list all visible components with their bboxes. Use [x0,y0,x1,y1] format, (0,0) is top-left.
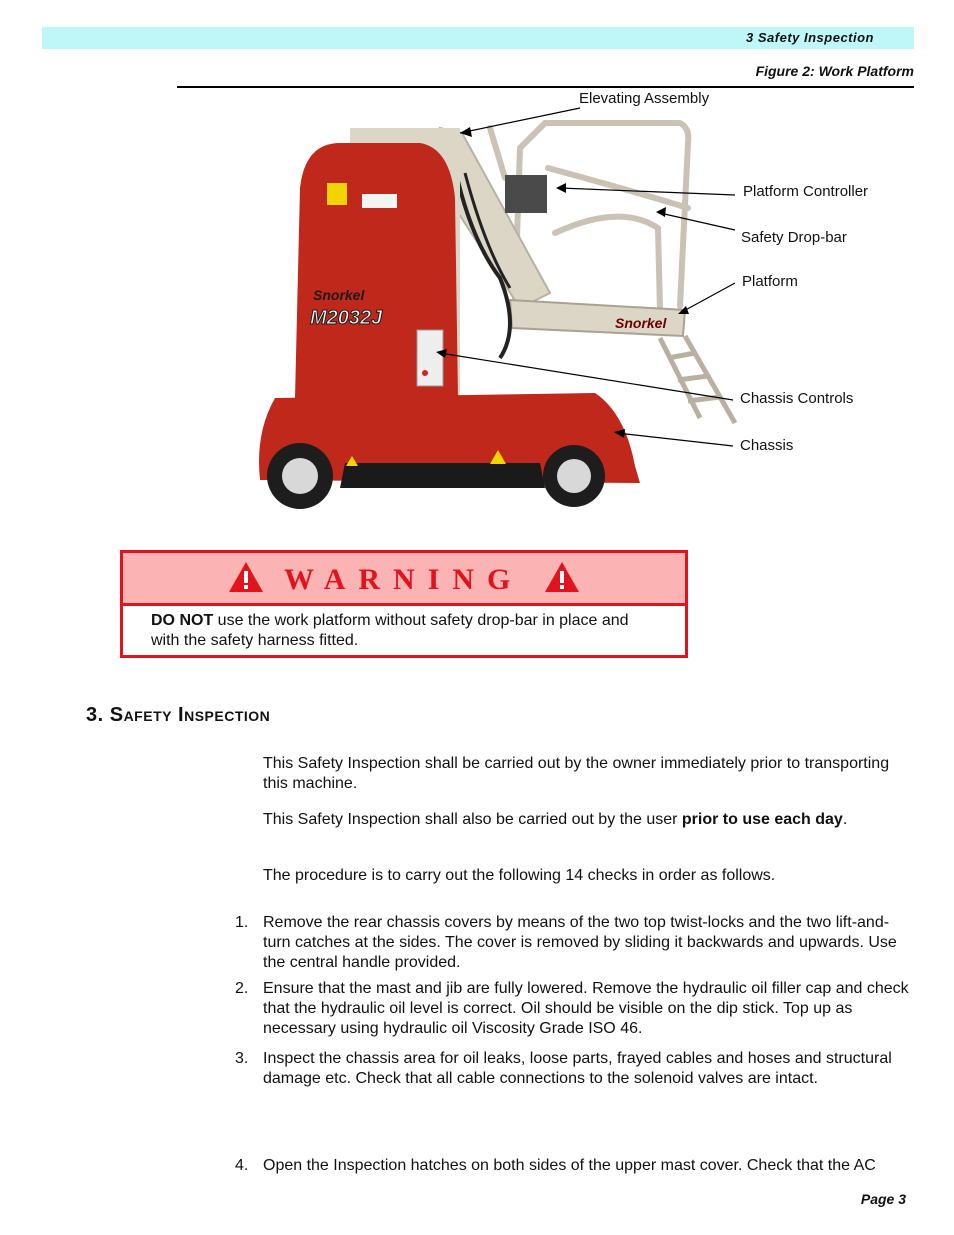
brand-logo: Snorkel [313,287,365,303]
callout-platform-controller: Platform Controller [743,183,869,200]
warning-title-row [123,561,685,597]
list-item-number: 4. [235,1157,249,1174]
list-item-number: 2. [235,980,249,997]
list-item-text: Remove the rear chassis covers by means of the two top twist-locks and the two lift-and-turn catches at the sides. The cover is removed by sliding it backwards and upwards. Use the central handle provided. [263,914,897,971]
work-platform-figure [0,88,954,528]
ladder [660,336,735,423]
warning-triangle-icon [228,561,264,593]
figure-caption: Figure 2: Work Platform [755,63,914,79]
chassis-skirt [340,463,545,488]
callout-platform: Platform [742,273,798,290]
warning-box [120,550,688,658]
list-item-text: Ensure that the mast and jib are fully lowered. Remove the hydraulic oil filler cap and check that the hydraulic oil level is correct. Oil should be visible on the dip stick. Top up as necessary using hydraulic oil Viscosity Grade ISO 46. [263,980,909,1037]
section-heading: 3. Safety Inspection [86,704,271,726]
paragraph-owner: This Safety Inspection shall be carried out by the owner immediately prior to transporting this machine. [263,755,890,792]
callout-safety-drop-bar: Safety Drop-bar [741,229,847,246]
running-header-title: 3 Safety Inspection [746,30,874,45]
warning-header [123,553,685,606]
paragraph-user-emphasis: prior to use each day [681,811,843,828]
callout-chassis-controls: Chassis Controls [740,390,854,407]
info-decal [362,194,397,208]
model-logo: M2032J [310,307,383,329]
warning-message [123,606,685,656]
machine-illustration [0,88,954,528]
warning-body: use the work platform without safety drop-bar in place and with the safety harness fitted. [151,612,629,649]
platform-controller-box [505,175,547,213]
paragraph-user-text: This Safety Inspection shall also be carried out by the user [263,811,682,828]
paragraph-user-end: . [842,811,848,828]
callout-elevating-assembly: Elevating Assembly [579,90,710,107]
warning-triangle-icon [544,561,580,593]
callout-chassis: Chassis [740,437,794,454]
page-number: Page 3 [860,1191,906,1207]
list-item-number: 1. [235,914,249,931]
warning-lead: DO NOT [151,612,214,629]
platform-brand: Snorkel [615,315,667,331]
warning-title: WARNING [284,563,524,596]
list-item-text: Inspect the chassis area for oil leaks, loose parts, frayed cables and hoses and structural damage etc. Check that all cable connections to the solenoid valves are intact. [263,1050,892,1087]
running-header-bar [42,27,914,49]
paragraph-user [263,810,913,830]
list-item-number: 3. [235,1050,249,1067]
warning-decal [327,183,347,205]
list-item-text: Open the Inspection hatches on both sides of the upper mast cover. Check that the AC [263,1157,876,1174]
chassis-controls-panel [417,330,443,386]
paragraph-procedure: The procedure is to carry out the following 14 checks in order as follows. [263,867,776,884]
